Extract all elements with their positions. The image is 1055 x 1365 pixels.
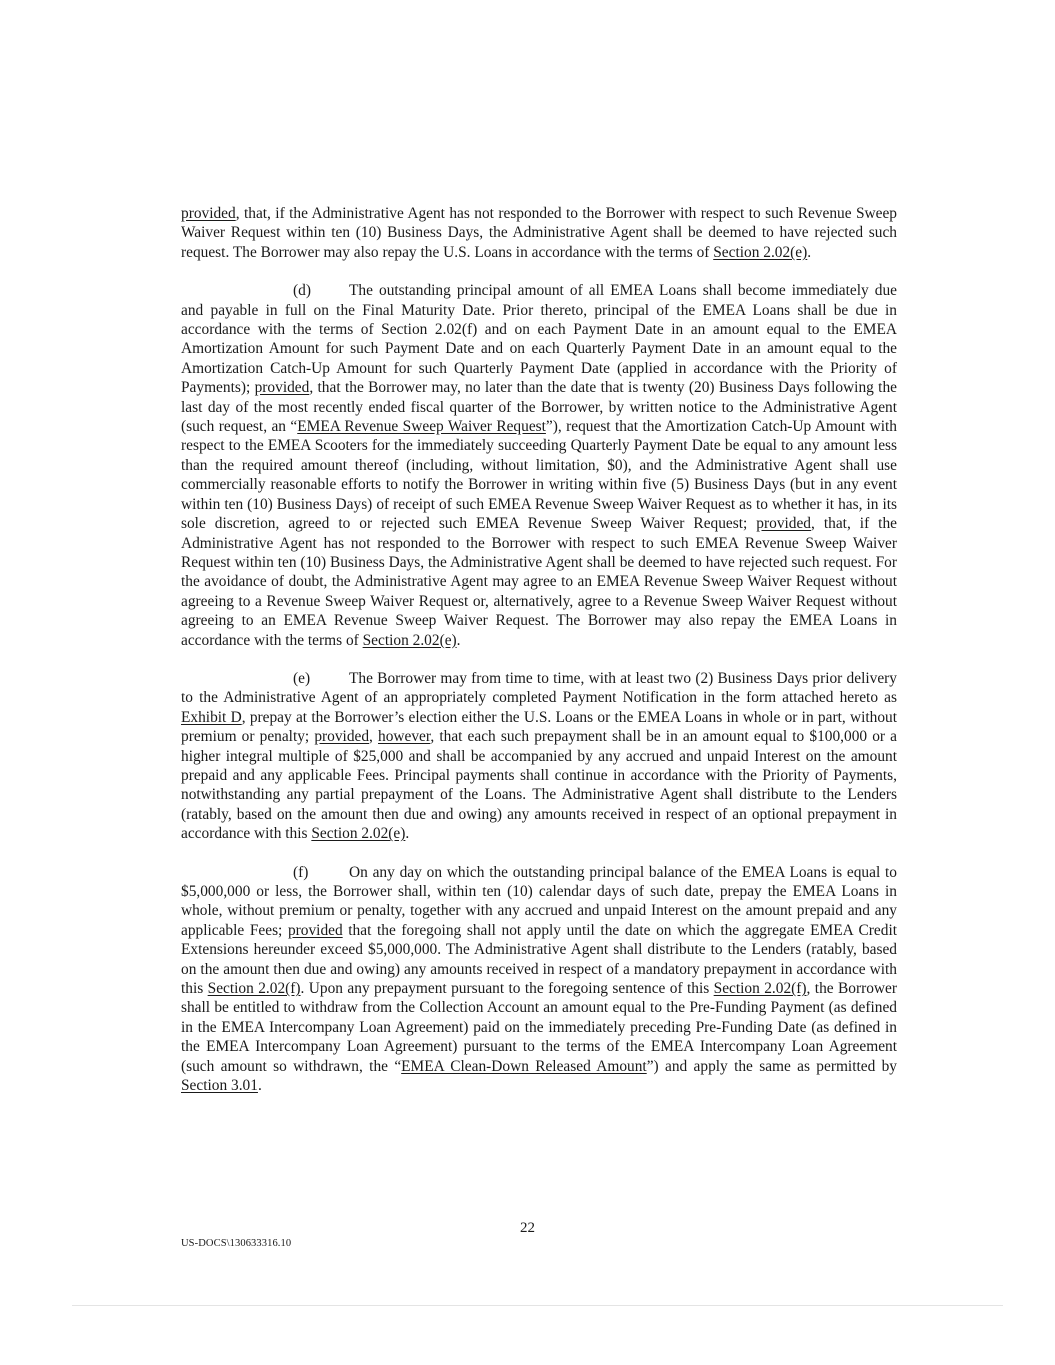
defined-term-provided: provided	[287, 921, 343, 939]
paragraph-d: (d) The outstanding principal amount of all EMEA Loans shall become immediately due and payable in full on the Final Maturity Date. Prior thereto, principal of the EMEA Loans shall be due in accordance with the terms of Section 2.02(f) and on each Payment Date in an amount equal to the EMEA Amortization Amount for such Payment Date and on each Quarterly Payment Date in an amount equal to the Amortization Catch-Up Amount for such Quarterly Payment Date (applied in accordance with the Priority of Payments); provided, that the Borrower may, no later than the date that is twenty (20) Business Days following the last day of the most recently ended fiscal quarter of the Borrower, by written notice to the Administrative Agent (such request, an “EMEA Revenue Sweep Waiver Request”), request that the Amortization Catch-Up Amount with respect to the EMEA Scooters for the immediately succeeding Quarterly Payment Date be equal to any amount less than the required amount thereof (including, without limitation, $0), and the Administrative Agent shall use commercially reasonable efforts to notify the Borrower in writing within five (5) Business Days (but in any event within ten (10) Business Days) of receipt of such EMEA Revenue Sweep Waiver Request as to whether it has, in its sole discretion, agreed to or rejected such EMEA Revenue Sweep Waiver Request; provided, that, if the Administrative Agent has not responded to the Borrower with respect to such EMEA Revenue Sweep Waiver Request within ten (10) Business Days, the Administrative Agent shall be deemed to have rejected such request. For the avoidance of doubt, the Administrative Agent may agree to an EMEA Revenue Sweep Waiver Request without agreeing to a Revenue Sweep Waiver Request or, alternatively, agree to a Revenue Sweep Waiver Request without agreeing to an EMEA Revenue Sweep Waiver Request. The Borrower may also repay the EMEA Loans in accordance with the terms of Section 2.02(e).	[181, 282, 897, 649]
exhibit-reference: Exhibit D	[181, 708, 242, 726]
page-number: 22	[520, 1220, 535, 1236]
page-divider	[72, 1305, 1003, 1306]
paragraph-e: (e) The Borrower may from time to time, with at least two (2) Business Days prior delivery to the Administrative Agent of an appropriately completed Payment Notification in the form attached hereto as Exhibit D, prepay at the Borrower’s election either the U.S. Loans or the EMEA Loans in whole or in part, without premium or penalty; provided, however, that each such prepayment shall be in an amount equal to $100,000 or a higher integral multiple of $25,000 and shall be accompanied by any accrued and unpaid Interest on the amount prepaid and any applicable Fees. Principal payments shall continue in accordance with the Priority of Payments, notwithstanding any partial prepayment of the Loans. The Administrative Agent shall distribute to the Lenders (ratably, based on the amount then due and owing) any amounts received in respect of an optional prepayment in accordance with this Section 2.02(e).	[181, 669, 897, 843]
document-id: US-DOCS\130633316.10	[181, 1238, 292, 1249]
section-reference: Section 2.02(e)	[311, 825, 406, 843]
paragraph-intro: provided, that, if the Administrative Agent has not responded to the Borrower with respect to such Revenue Sweep Waiver Request within ten (10) Business Days, the Administrative Agent shall be deemed to have rejected such request. The Borrower may also repay the U.S. Loans in accordance with the terms of Section 2.02(e).	[181, 205, 897, 261]
section-reference: Section 2.02(f)	[713, 980, 807, 998]
defined-term-provided: provided	[181, 205, 236, 222]
defined-term-provided: provided	[756, 515, 812, 533]
defined-term-emea-revenue-sweep-waiver-request: EMEA Revenue Sweep Waiver Request	[297, 418, 546, 436]
defined-term-provided: provided	[314, 728, 370, 746]
defined-term-emea-clean-down-released-amount: EMEA Clean-Down Released Amount	[401, 1057, 647, 1075]
clause-label-e: (e)	[293, 669, 311, 687]
document-body	[181, 204, 897, 1114]
defined-term-provided: provided	[254, 379, 310, 397]
section-reference: Section 3.01	[181, 1077, 258, 1095]
clause-label-d: (d)	[293, 282, 311, 300]
section-reference: Section 2.02(e)	[713, 243, 808, 261]
paragraph-f: (f) On any day on which the outstanding principal balance of the EMEA Loans is equal to $5,000,000 or less, the Borrower shall, within ten (10) calendar days of such date, prepay the EMEA Loans in whole, without premium or penalty, together with any accrued and unpaid Interest on the amount prepaid and any applicable Fees; provided that the foregoing shall not apply until the date on which the aggregate EMEA Credit Extensions hereunder exceed $5,000,000. The Administrative Agent shall distribute to the Lenders (ratably, based on the amount then due and owing) any amounts received in respect of a mandatory prepayment in accordance with this Section 2.02(f). Upon any prepayment pursuant to the foregoing sentence of this Section 2.02(f), the Borrower shall be entitled to withdraw from the Collection Account an amount equal to the Pre-Funding Payment (as defined in the EMEA Intercompany Loan Agreement) paid on the immediately preceding Pre-Funding Date (as defined in the EMEA Intercompany Loan Agreement) pursuant to the terms of the EMEA Intercompany Loan Agreement (such amount so withdrawn, the “EMEA Clean-Down Released Amount”) and apply the same as permitted by Section 3.01.	[181, 863, 898, 1095]
defined-term-however: however	[378, 728, 431, 746]
clause-label-f: (f)	[293, 863, 309, 881]
section-reference: Section 2.02(f)	[207, 980, 301, 998]
section-reference: Section 2.02(e)	[362, 631, 457, 649]
